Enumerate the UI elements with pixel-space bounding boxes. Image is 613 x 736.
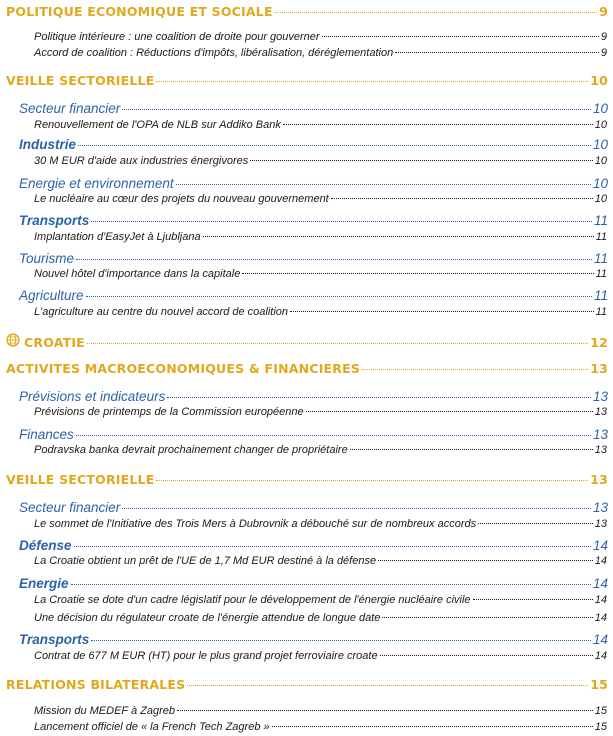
page-number: 11 xyxy=(595,306,607,318)
dot-leader xyxy=(122,508,591,509)
toc-title: RELATIONS BILATERALES xyxy=(6,677,186,692)
toc-title: POLITIQUE ECONOMIQUE ET SOCIALE xyxy=(6,4,273,19)
toc-title: Mission du MEDEF à Zagreb xyxy=(34,705,176,717)
toc-title: La Croatie obtient un prêt de l'UE de 1,7 Md EUR destiné à la défense xyxy=(34,555,377,567)
page-number: 14 xyxy=(594,612,607,624)
dot-leader xyxy=(71,584,591,585)
toc-entry[interactable] xyxy=(0,306,613,318)
toc-title: Implantation d'EasyJet à Ljubljana xyxy=(34,231,201,243)
dot-leader xyxy=(156,480,588,481)
toc-section[interactable] xyxy=(0,137,613,152)
toc-title: Prévisions et indicateurs xyxy=(19,389,166,404)
dot-leader xyxy=(122,109,591,110)
page-number: 13 xyxy=(590,472,608,487)
toc-title: Secteur financier xyxy=(19,500,121,515)
page-number: 14 xyxy=(592,576,608,591)
dot-leader xyxy=(362,369,588,370)
toc-title: ACTIVITES MACROECONOMIQUES & FINANCIERES xyxy=(6,361,361,376)
toc-title: Le nucléaire au cœur des projets du nouveau gouvernement xyxy=(34,193,329,205)
page-number: 10 xyxy=(592,176,608,191)
dot-leader xyxy=(331,198,593,199)
page-number: 11 xyxy=(593,288,608,303)
toc-title: Accord de coalition : Réductions d'impôts, libéralisation, déréglementation xyxy=(34,47,394,59)
toc-heading[interactable] xyxy=(0,333,613,350)
page-number: 11 xyxy=(593,213,608,228)
page-number: 14 xyxy=(592,538,608,553)
page-number: 10 xyxy=(592,101,608,116)
toc-entry[interactable] xyxy=(0,268,613,280)
toc-title: La Croatie se dote d'un cadre législatif pour le développement de l'énergie nucléaire civile xyxy=(34,594,471,606)
toc-heading[interactable] xyxy=(0,677,613,692)
toc-title: Transports xyxy=(19,213,90,228)
toc-section[interactable] xyxy=(0,176,613,191)
page-number: 13 xyxy=(592,427,608,442)
page-number: 14 xyxy=(594,650,607,662)
toc-entry[interactable] xyxy=(0,155,613,167)
page-number: 10 xyxy=(594,155,607,167)
toc-title: L'agriculture au centre du nouvel accord de coalition xyxy=(34,306,289,318)
toc-title: Politique intérieure : une coalition de droite pour gouverner xyxy=(34,31,320,43)
dot-leader xyxy=(242,273,593,274)
dot-leader xyxy=(478,523,593,524)
page-number: 12 xyxy=(590,335,608,350)
dot-leader xyxy=(473,599,593,600)
toc-title: Le sommet de l'Initiative des Trois Mers à Dubrovnik a débouché sur de nombreux accords xyxy=(34,518,477,530)
toc-title: 30 M EUR d'aide aux industries énergivores xyxy=(34,155,249,167)
page-number: 15 xyxy=(594,721,607,733)
toc-entry[interactable] xyxy=(0,594,613,606)
page-number: 11 xyxy=(593,251,608,266)
toc-title: Prévisions de printemps de la Commission européenne xyxy=(34,406,304,418)
page-number: 15 xyxy=(594,705,607,717)
toc-title: Energie xyxy=(19,576,69,591)
toc-entry[interactable] xyxy=(0,231,613,243)
toc-title: Finances xyxy=(19,427,74,442)
toc-section[interactable] xyxy=(0,538,613,553)
page-number: 13 xyxy=(594,444,607,456)
toc-title: Transports xyxy=(19,632,90,647)
toc-heading[interactable] xyxy=(0,4,613,19)
dot-leader xyxy=(76,435,591,436)
toc-entry[interactable] xyxy=(0,518,613,530)
page-number: 10 xyxy=(592,137,608,152)
dot-leader xyxy=(378,560,593,561)
dot-leader xyxy=(290,311,594,312)
toc-title: Industrie xyxy=(19,137,77,152)
toc-title: Une décision du régulateur croate de l'énergie attendue de longue date xyxy=(34,612,381,624)
toc-title: Lancement officiel de « la French Tech Zagreb » xyxy=(34,721,270,733)
dot-leader xyxy=(283,124,593,125)
toc-title: Energie et environnement xyxy=(19,176,174,191)
toc-entry[interactable] xyxy=(0,612,613,624)
page-number: 13 xyxy=(590,361,608,376)
toc-title: CROATIE xyxy=(24,335,85,350)
toc-entry[interactable] xyxy=(0,47,613,59)
toc-section[interactable] xyxy=(0,389,613,404)
page-number: 13 xyxy=(592,500,608,515)
toc-title: Podravska banka devrait prochainement changer de propriétaire xyxy=(34,444,348,456)
toc-entry[interactable] xyxy=(0,119,613,131)
dot-leader xyxy=(156,81,588,82)
toc-title: Renouvellement de l'OPA de NLB sur Addiko Bank xyxy=(34,119,281,131)
toc-section[interactable] xyxy=(0,500,613,515)
dot-leader xyxy=(176,184,591,185)
dot-leader xyxy=(380,655,593,656)
toc-title: VEILLE SECTORIELLE xyxy=(6,73,155,88)
toc-heading[interactable] xyxy=(0,361,613,376)
toc-section[interactable] xyxy=(0,427,613,442)
toc-title: Défense xyxy=(19,538,72,553)
page-number: 14 xyxy=(594,594,607,606)
dot-leader xyxy=(382,617,592,618)
page-number: 10 xyxy=(590,73,608,88)
toc-entry[interactable] xyxy=(0,705,613,717)
toc-entry[interactable] xyxy=(0,555,613,567)
toc-title: Nouvel hôtel d'importance dans la capitale xyxy=(34,268,241,280)
page-number: 13 xyxy=(594,406,607,418)
page-number: 10 xyxy=(594,119,607,131)
page-number: 9 xyxy=(600,47,607,59)
toc-title: Secteur financier xyxy=(19,101,121,116)
toc-section[interactable] xyxy=(0,213,613,228)
page-number: 9 xyxy=(600,31,607,43)
page-number: 10 xyxy=(594,193,607,205)
toc-entry[interactable] xyxy=(0,31,613,43)
page-number: 11 xyxy=(595,231,607,243)
toc-entry[interactable] xyxy=(0,193,613,205)
toc-entry[interactable] xyxy=(0,406,613,418)
toc-title: VEILLE SECTORIELLE xyxy=(6,472,155,487)
dot-leader xyxy=(91,640,591,641)
dot-leader xyxy=(86,296,592,297)
dot-leader xyxy=(322,36,599,37)
dot-leader xyxy=(167,397,591,398)
dot-leader xyxy=(272,726,593,727)
page-number: 9 xyxy=(599,4,608,19)
toc-entry[interactable] xyxy=(0,650,613,662)
dot-leader xyxy=(250,160,592,161)
dot-leader xyxy=(87,343,588,344)
dot-leader xyxy=(177,710,593,711)
toc-title: Tourisme xyxy=(19,251,75,266)
dot-leader xyxy=(306,411,593,412)
dot-leader xyxy=(395,52,599,53)
toc-section[interactable] xyxy=(0,101,613,116)
dot-leader xyxy=(187,685,588,686)
toc-entry[interactable] xyxy=(0,721,613,733)
toc-heading[interactable] xyxy=(0,73,613,88)
toc-heading[interactable] xyxy=(0,472,613,487)
toc-title: Agriculture xyxy=(19,288,84,303)
toc-section[interactable] xyxy=(0,576,613,591)
toc-section[interactable] xyxy=(0,632,613,647)
toc-title: Contrat de 677 M EUR (HT) pour le plus grand projet ferroviaire croate xyxy=(34,650,378,662)
dot-leader xyxy=(91,221,592,222)
toc-section[interactable] xyxy=(0,251,613,266)
page-number: 14 xyxy=(592,632,608,647)
dot-leader xyxy=(74,546,591,547)
page-number: 15 xyxy=(590,677,608,692)
page-number: 14 xyxy=(594,555,607,567)
toc-section[interactable] xyxy=(0,288,613,303)
dot-leader xyxy=(350,449,593,450)
dot-leader xyxy=(275,12,597,13)
dot-leader xyxy=(78,145,591,146)
page-number: 13 xyxy=(592,389,608,404)
globe-icon xyxy=(6,333,20,347)
dot-leader xyxy=(76,259,592,260)
page-number: 13 xyxy=(594,518,607,530)
page-number: 11 xyxy=(595,268,607,280)
toc-entry[interactable] xyxy=(0,444,613,456)
dot-leader xyxy=(203,236,594,237)
